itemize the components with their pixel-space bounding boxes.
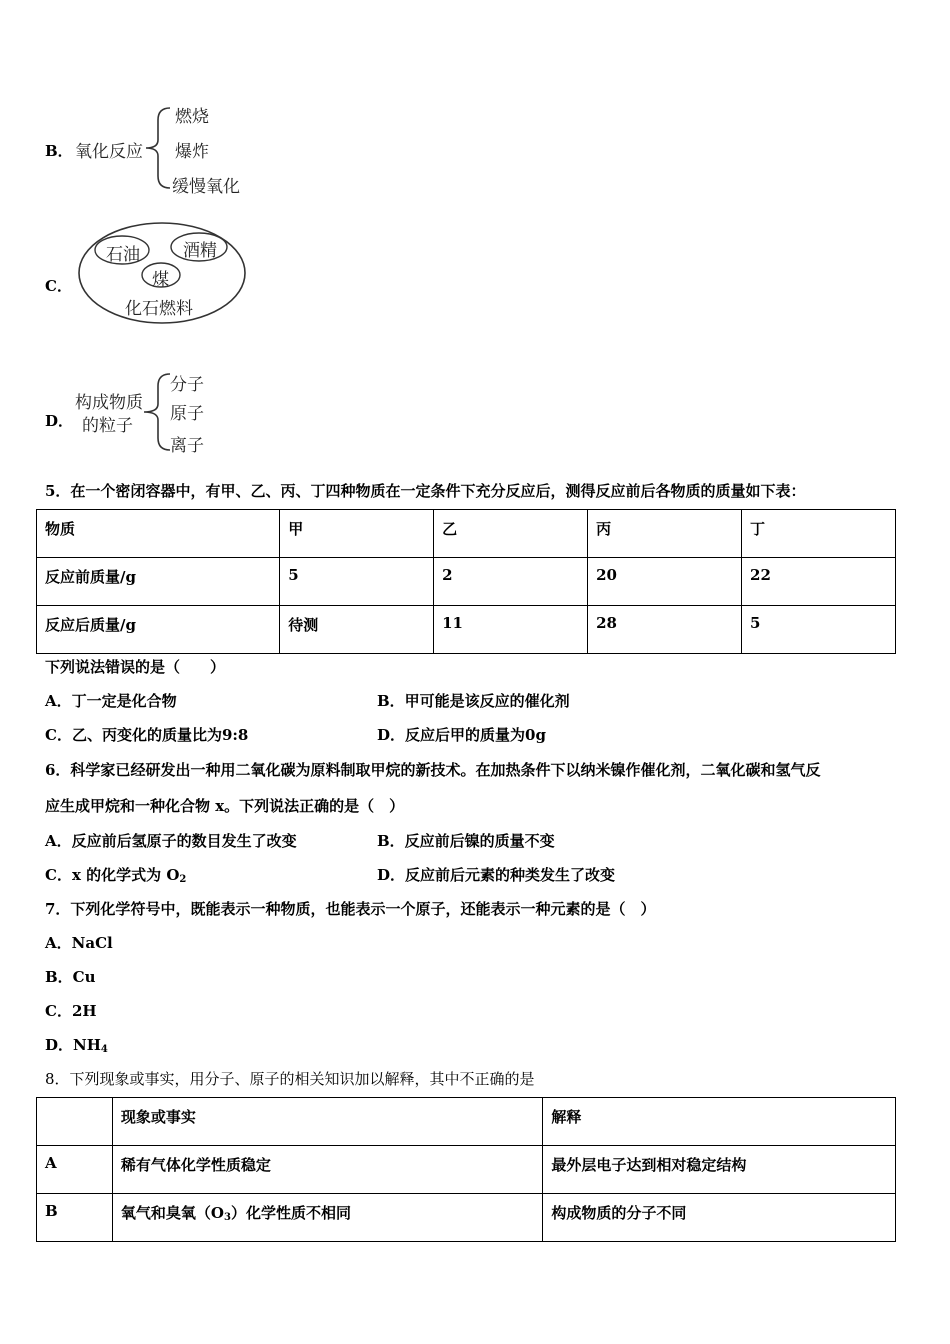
q5-option-d: D．反应后甲的质量为0g bbox=[377, 726, 546, 744]
q6-option-b: B．反应前后镍的质量不变 bbox=[377, 832, 555, 850]
inner-label-oil: 石油 bbox=[106, 245, 140, 265]
q7-option-b: B．Cu bbox=[45, 968, 96, 986]
table-cell bbox=[112, 1194, 543, 1242]
table-row bbox=[37, 1194, 896, 1242]
table-cell: 最外层电子达到相对稳定结构 bbox=[543, 1146, 896, 1194]
option-b-root: 氧化反应 bbox=[75, 142, 143, 162]
q8-row-b-fact-subscript: 3 bbox=[224, 1212, 231, 1223]
table-cell: 22 bbox=[742, 558, 896, 606]
table-row bbox=[37, 1146, 896, 1194]
q6-option-d: D．反应前后元素的种类发生了改变 bbox=[377, 866, 616, 884]
table-cell: 乙 bbox=[434, 510, 588, 558]
table-cell: 反应后质量/g bbox=[37, 606, 280, 654]
q6-option-c-subscript: 2 bbox=[179, 874, 187, 885]
q8-row-b-fact-prefix: 氧气和臭氧（O bbox=[120, 1204, 224, 1222]
table-cell: 反应前质量/g bbox=[37, 558, 280, 606]
table-cell: 20 bbox=[588, 558, 742, 606]
q5-option-a: A．丁一定是化合物 bbox=[45, 692, 177, 710]
table-cell: 28 bbox=[588, 606, 742, 654]
table-row bbox=[37, 1098, 896, 1146]
q8-stem: 8．下列现象或事实，用分子、原子的相关知识加以解释，其中不正确的是 bbox=[45, 1070, 535, 1088]
table-row bbox=[37, 558, 896, 606]
table-cell: 构成物质的分子不同 bbox=[543, 1194, 896, 1242]
option-b-brace bbox=[142, 100, 176, 196]
q5-option-c: C．乙、丙变化的质量比为9:8 bbox=[45, 726, 249, 744]
table-cell: 待测 bbox=[280, 606, 434, 654]
table-cell: 稀有气体化学性质稳定 bbox=[112, 1146, 543, 1194]
option-b-branch-1: 燃烧 bbox=[175, 107, 209, 127]
q6-option-a: A．反应前后氢原子的数目发生了改变 bbox=[45, 832, 297, 850]
table-cell: B bbox=[37, 1194, 113, 1242]
option-d-branch-2: 原子 bbox=[170, 404, 204, 424]
option-d-root-line1: 构成物质 bbox=[75, 393, 143, 413]
q6-stem-line2: 应生成甲烷和一种化合物 x。下列说法正确的是（ ） bbox=[45, 797, 405, 815]
outer-label-fossil-fuel: 化石燃料 bbox=[125, 299, 193, 319]
q8-row-b-fact-suffix: ）化学性质不相同 bbox=[230, 1204, 351, 1222]
option-b-branch-3: 缓慢氧化 bbox=[172, 177, 240, 197]
q5-option-b: B．甲可能是该反应的催化剂 bbox=[377, 692, 570, 710]
table-cell: 物质 bbox=[37, 510, 280, 558]
table-row bbox=[37, 606, 896, 654]
table-cell: 丙 bbox=[588, 510, 742, 558]
table-cell: 现象或事实 bbox=[112, 1098, 543, 1146]
q5-table bbox=[36, 509, 896, 654]
option-d-branch-1: 分子 bbox=[170, 375, 204, 395]
inner-label-coal: 煤 bbox=[152, 270, 169, 290]
table-cell: 解释 bbox=[543, 1098, 896, 1146]
option-d-branch-3: 离子 bbox=[170, 436, 204, 456]
q6-stem-line1: 6．科学家已经研发出一种用二氧化碳为原料制取甲烷的新技术。在加热条件下以纳米镍作催化剂，二氧化碳和氢气反 bbox=[45, 761, 821, 779]
option-d-brace bbox=[140, 368, 174, 456]
option-d-letter: D． bbox=[45, 412, 74, 430]
q7-option-d-text: D．NH bbox=[45, 1036, 101, 1054]
q7-option-d bbox=[45, 1034, 108, 1055]
table-cell: 11 bbox=[434, 606, 588, 654]
q6-option-c bbox=[45, 864, 186, 885]
q7-option-c: C．2H bbox=[45, 1002, 97, 1020]
q7-stem: 7．下列化学符号中，既能表示一种物质，也能表示一个原子，还能表示一种元素的是（ ） bbox=[45, 900, 656, 918]
option-b-letter: B． bbox=[45, 142, 73, 160]
q7-option-a: A．NaCl bbox=[45, 934, 113, 952]
table-cell: 丁 bbox=[742, 510, 896, 558]
table-cell: 2 bbox=[434, 558, 588, 606]
q8-table bbox=[36, 1097, 896, 1242]
table-cell: 5 bbox=[742, 606, 896, 654]
table-cell: 甲 bbox=[280, 510, 434, 558]
table-cell bbox=[37, 1098, 113, 1146]
q6-option-c-text: C．x 的化学式为 O bbox=[45, 866, 180, 884]
q7-option-d-subscript: 4 bbox=[100, 1044, 108, 1055]
option-b-branch-2: 爆炸 bbox=[175, 142, 209, 162]
q5-stem: 5．在一个密闭容器中，有甲、乙、丙、丁四种物质在一定条件下充分反应后，测得反应前后各物质的质量如下表： bbox=[45, 482, 806, 500]
table-cell: 5 bbox=[280, 558, 434, 606]
table-cell: A bbox=[37, 1146, 113, 1194]
q5-prompt: 下列说法错误的是（ ） bbox=[45, 658, 226, 676]
table-row bbox=[37, 510, 896, 558]
inner-label-alcohol: 酒精 bbox=[183, 241, 217, 261]
option-c-letter: C． bbox=[45, 277, 72, 295]
option-d-root-line2: 的粒子 bbox=[82, 416, 133, 436]
